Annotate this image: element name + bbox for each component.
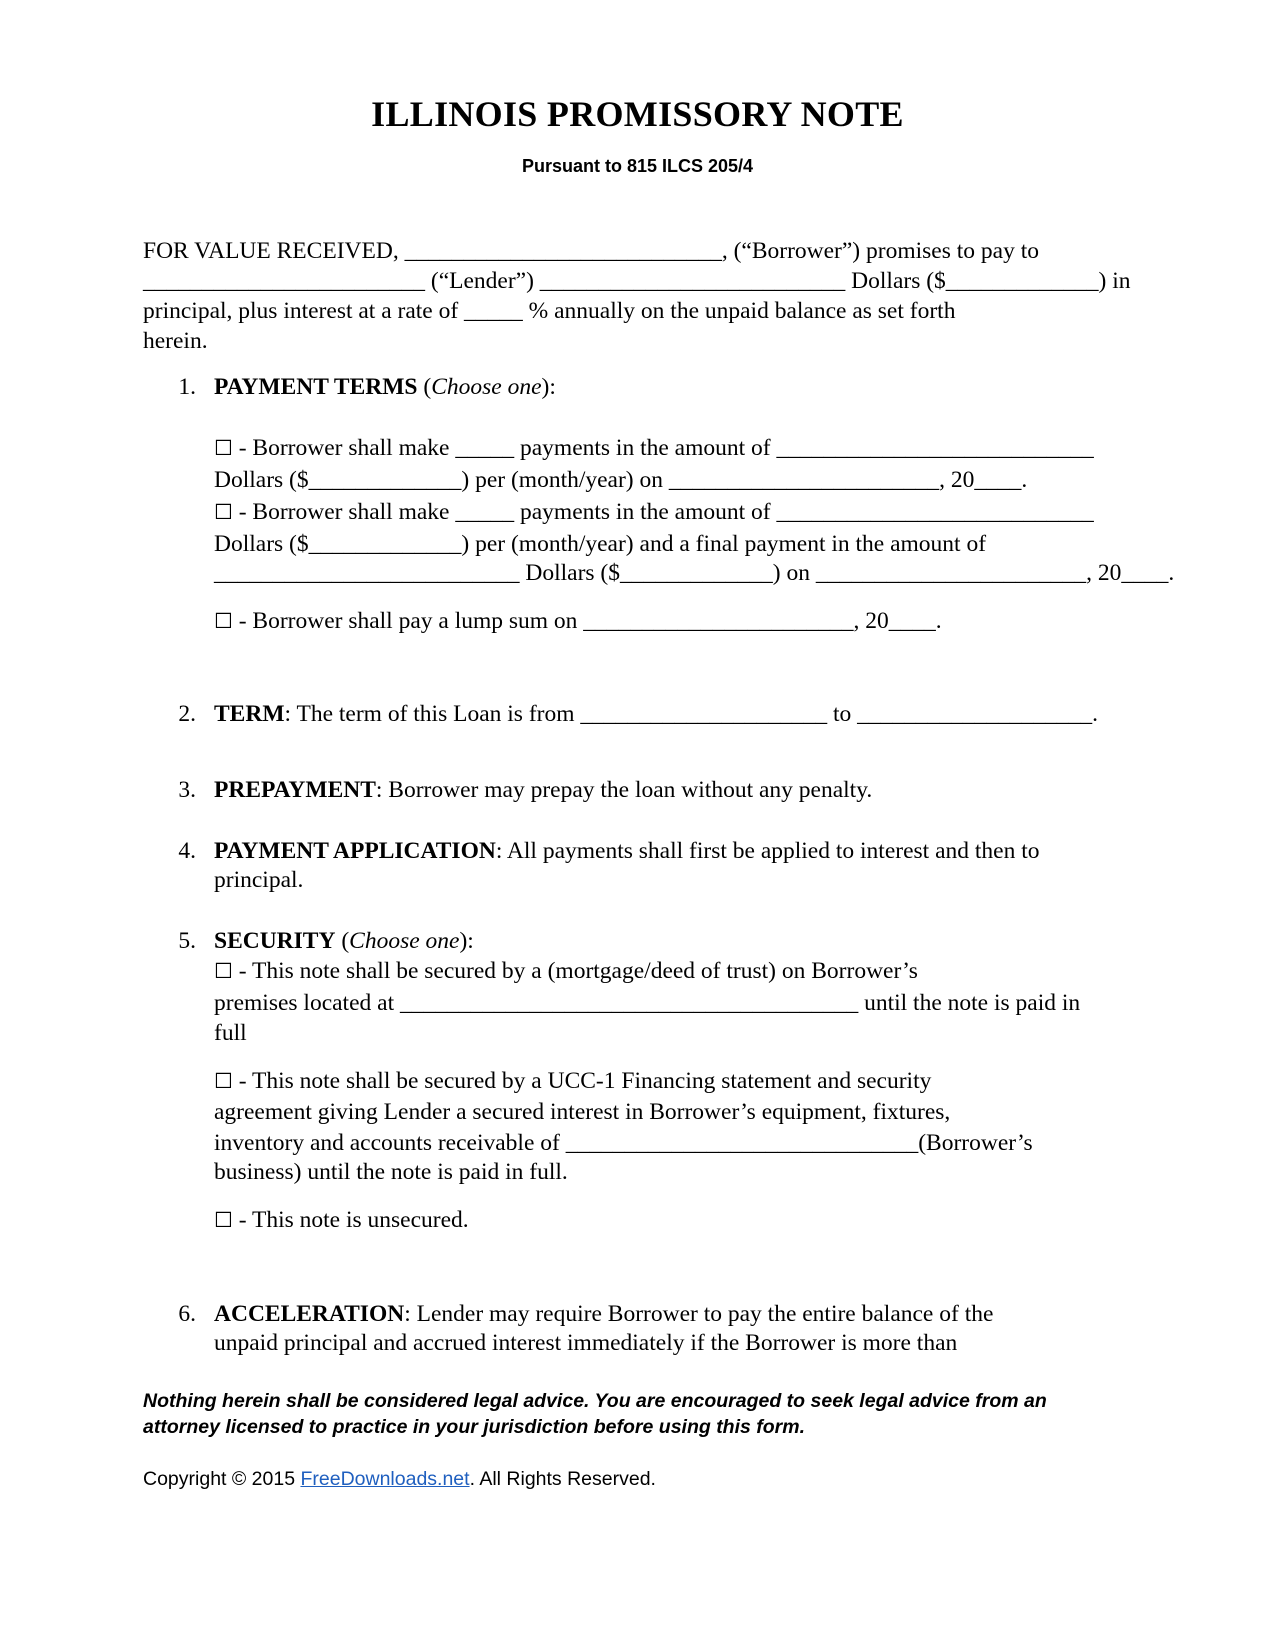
section-number: 5. [178,928,196,954]
option-line: - Borrower shall pay a lump sum on _______________________, 20____. [232,608,942,634]
disclaimer-line-1: Nothing herein shall be considered legal advice. You are encouraged to seek legal advice from an [143,1390,1047,1412]
option-line: - Borrower shall make _____ payments in the amount of ___________________________ [232,499,1094,525]
security-option-ucc1 [214,1066,931,1097]
security-option-mortgage [214,956,918,987]
section-heading-line [214,372,556,403]
option-line: full [214,1020,247,1046]
choose-one-note: Choose one [349,928,460,954]
section-line [214,836,1039,867]
section-number: 3. [178,777,196,803]
payment-option-lump-sum [214,606,942,637]
intro-line-4: herein. [143,328,208,354]
paren-open: ( [417,374,432,400]
section-number: 1. [178,374,196,400]
section-number: 6. [178,1301,196,1327]
option-line: business) until the note is paid in full. [214,1159,568,1185]
section-number: 4. [178,838,196,864]
section-text: : Lender may require Borrower to pay the entire balance of the [404,1301,994,1327]
option-line: - This note shall be secured by a UCC-1 Financing statement and security [232,1068,932,1094]
checkbox-final-payment[interactable]: ☐ [214,500,233,524]
security-option-unsecured [214,1205,469,1236]
copyright-prefix: Copyright © 2015 [143,1468,301,1490]
paren-close: ): [541,374,556,400]
intro-line-2: ________________________ (“Lender”) __________________________ Dollars ($_____________) in [143,268,1131,294]
choose-one-note: Choose one [431,374,542,400]
checkbox-lump-sum[interactable]: ☐ [214,609,233,633]
payment-option-installments [214,433,1094,464]
section-heading: SECURITY [214,928,336,954]
section-heading: PAYMENT TERMS [214,374,418,400]
section-text: : The term of this Loan is from _____________________ to ____________________. [284,701,1099,727]
section-line-2: principal. [214,867,304,893]
section-text: : Borrower may prepay the loan without any penalty. [375,777,873,803]
checkbox-mortgage[interactable]: ☐ [214,959,233,983]
section-heading: ACCELERATION [214,1301,405,1327]
option-line: - This note shall be secured by a (mortgage/deed of trust) on Borrower’s [232,958,918,984]
section-text: : All payments shall first be applied to interest and then to [495,838,1040,864]
copyright-line [143,1468,656,1491]
section-line [214,775,872,806]
intro-line-3: principal, plus interest at a rate of _____ % annually on the unpaid balance as set forth [143,298,956,324]
option-line: agreement giving Lender a secured interest in Borrower’s equipment, fixtures, [214,1099,951,1125]
checkbox-unsecured[interactable]: ☐ [214,1208,233,1232]
checkbox-ucc1[interactable]: ☐ [214,1069,233,1093]
disclaimer-line-2: attorney licensed to practice in your jurisdiction before using this form. [143,1416,806,1438]
section-line [214,699,1098,730]
document-subtitle: Pursuant to 815 ILCS 205/4 [521,156,754,176]
checkbox-installments[interactable]: ☐ [214,436,233,460]
section-number: 2. [178,701,196,727]
section-heading: PAYMENT APPLICATION [214,838,496,864]
section-heading: TERM [214,701,285,727]
payment-option-final-payment [214,497,1094,528]
copyright-suffix: . All Rights Reserved. [469,1468,656,1490]
section-line [214,1299,993,1330]
option-line: inventory and accounts receivable of ______________________________(Borrower’s [214,1130,1033,1156]
option-line: Dollars ($_____________) per (month/year) on _______________________, 20____. [214,467,1028,493]
section-heading: PREPAYMENT [214,777,376,803]
option-line: - This note is unsecured. [232,1207,469,1233]
option-line: - Borrower shall make _____ payments in the amount of ___________________________ [232,435,1094,461]
section-line-2: unpaid principal and accrued interest immediately if the Borrower is more than [214,1330,958,1356]
option-line: __________________________ Dollars ($_____________) on _______________________, 20____. [214,560,1175,586]
section-heading-line [214,926,474,957]
paren-close: ): [459,928,474,954]
paren-open: ( [335,928,350,954]
option-line: Dollars ($_____________) per (month/year) and a final payment in the amount of [214,531,987,557]
freedownloads-link[interactable]: FreeDownloads.net [300,1468,470,1490]
document-title: ILLINOIS PROMISSORY NOTE [371,94,904,134]
option-line: premises located at _______________________________________ until the note is paid in [214,990,1081,1016]
intro-line-1: FOR VALUE RECEIVED, ___________________________, (“Borrower”) promises to pay to [143,238,1039,264]
